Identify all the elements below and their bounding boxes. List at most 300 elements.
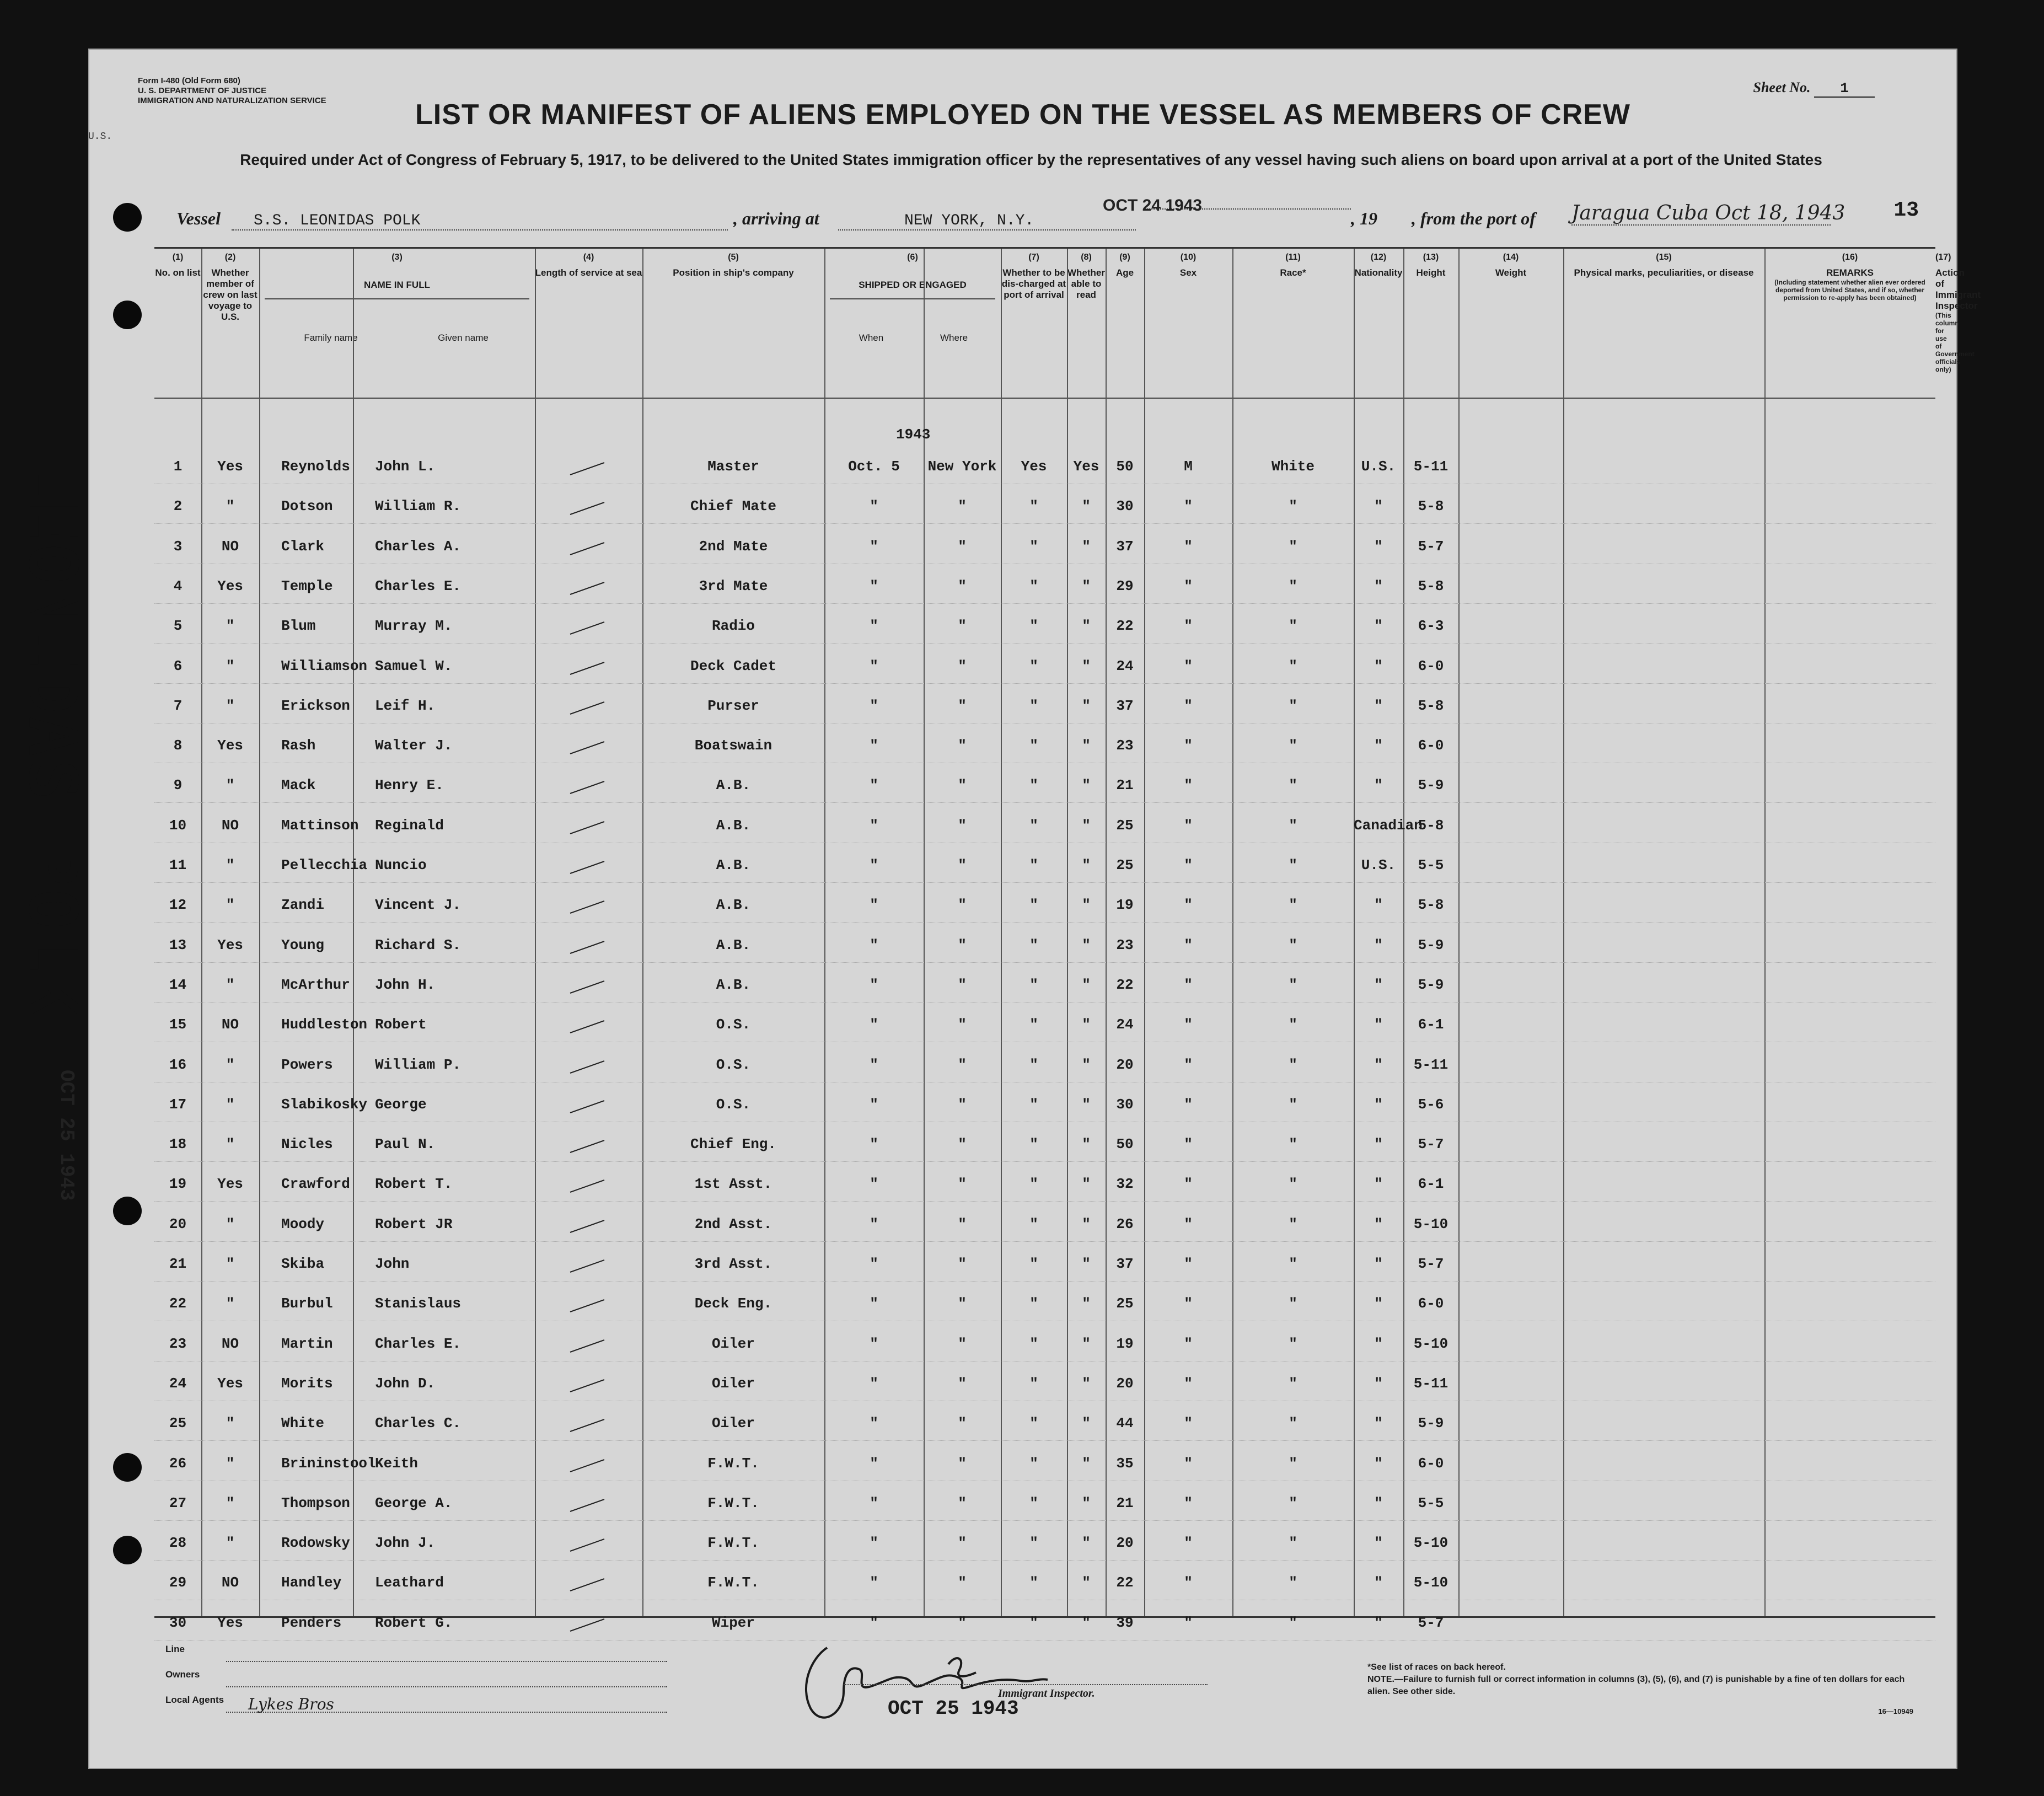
- table-cell: Zandi: [281, 897, 325, 914]
- table-cell: ": [1184, 897, 1193, 914]
- table-cell: Master: [707, 458, 759, 475]
- table-cell: ": [870, 1415, 878, 1432]
- table-cell: O.S.: [716, 1016, 751, 1033]
- table-cell: ": [958, 857, 967, 873]
- table-cell: A.B.: [716, 817, 751, 834]
- table-cell: ": [1289, 577, 1297, 594]
- table-cell: ": [870, 498, 878, 515]
- table-cell: 3: [173, 538, 183, 555]
- from-label: , from the port of: [1412, 208, 1536, 228]
- table-cell: 6-1: [1418, 1176, 1444, 1193]
- row-separator: [154, 683, 1935, 684]
- table-cell: 35: [1116, 1455, 1134, 1472]
- table-cell: O.S.: [716, 1096, 751, 1113]
- table-cell: M: [1184, 458, 1193, 475]
- column-number: (6): [907, 253, 918, 262]
- from-port-value: Jaragua Cuba Oct 18, 1943: [1571, 202, 1845, 224]
- table-cell: ": [958, 1256, 967, 1272]
- column-number: (13): [1423, 253, 1439, 262]
- row-separator: [154, 1281, 1935, 1282]
- table-cell: 5: [173, 618, 183, 635]
- table-cell: 29: [169, 1574, 187, 1591]
- table-cell: Charles E.: [375, 577, 462, 594]
- table-cell: ": [1289, 936, 1297, 953]
- table-cell: ": [1289, 618, 1297, 635]
- column-number: (11): [1285, 253, 1301, 262]
- table-cell: ": [1082, 1455, 1091, 1472]
- table-cell: ": [1374, 1176, 1383, 1193]
- table-cell: ": [1184, 1614, 1193, 1631]
- table-cell: ": [1374, 1535, 1383, 1552]
- table-cell: ": [1184, 1176, 1193, 1193]
- column-title: Age: [1115, 267, 1134, 278]
- table-cell: 5-11: [1413, 1056, 1448, 1073]
- table-cell: ": [870, 1614, 878, 1631]
- table-cell: 1st Asst.: [694, 1176, 772, 1193]
- table-cell: ": [870, 538, 878, 555]
- table-cell: 27: [169, 1494, 187, 1511]
- table-cell: ": [226, 618, 235, 635]
- table-cell: Temple: [281, 577, 333, 594]
- table-cell: ": [1374, 1415, 1383, 1432]
- table-cell: ": [870, 697, 878, 714]
- table-cell: 5-10: [1413, 1215, 1448, 1232]
- table-cell: ": [870, 1535, 878, 1552]
- column-number: (14): [1503, 253, 1519, 262]
- table-cell: F.W.T.: [707, 1535, 759, 1552]
- table-cell: ": [1374, 976, 1383, 993]
- table-cell: 5-11: [1413, 1375, 1448, 1392]
- table-cell: ": [958, 936, 967, 953]
- service-tick-mark: [568, 739, 607, 756]
- column-divider: [1354, 249, 1355, 1616]
- table-cell: ": [958, 1375, 967, 1392]
- page-number: 13: [1893, 199, 1919, 222]
- table-cell: ": [870, 1494, 878, 1511]
- table-cell: ": [1289, 1215, 1297, 1232]
- table-cell: 19: [1116, 897, 1134, 914]
- table-cell: ": [1184, 538, 1193, 555]
- table-cell: Chief Mate: [690, 498, 777, 515]
- table-cell: 5-8: [1418, 498, 1444, 515]
- column-header: [1144, 252, 1232, 278]
- table-cell: 25: [169, 1415, 187, 1432]
- table-cell: 50: [1116, 458, 1134, 475]
- table-cell: New York: [927, 458, 997, 475]
- arriving-label: , arriving at: [733, 208, 819, 228]
- table-cell: Yes: [217, 458, 243, 475]
- service-tick-mark: [568, 500, 607, 517]
- table-cell: ": [1289, 1056, 1297, 1073]
- column-divider: [1764, 249, 1766, 1616]
- table-cell: Morits: [281, 1375, 333, 1392]
- binder-hole: [113, 1453, 142, 1482]
- table-cell: ": [870, 1096, 878, 1113]
- table-header: (1) No. on list (2) Whether member of crew on last voyage to U.S. (3) NAME IN FULL Family name Given name (4) Length of service at sea (5) Position in ship's company (6) SHIPPED OR ENGAGED When Where (7) Whether to be dis-charged at port of arrival (8) Whether able to read (9) Age (10) Sex (11) Race* (12) Nationality (13) Height (14) Weight (15) Physical marks, peculiarities, or disease (16) REMARKS (Including statement whether alien ever ordered deported from United States, and if so, whether permission to re-apply has been obtained) (17) Action of Immigrant Inspector (This column for use of Government officials only): [154, 249, 1935, 399]
- table-cell: ": [1289, 1335, 1297, 1352]
- table-cell: 5-9: [1418, 976, 1444, 993]
- table-cell: ": [870, 1574, 878, 1591]
- table-cell: Keith: [375, 1455, 419, 1472]
- table-cell: ": [1082, 777, 1091, 794]
- table-cell: ": [1374, 657, 1383, 674]
- table-cell: ": [870, 936, 878, 953]
- table-cell: 23: [169, 1335, 187, 1352]
- table-cell: Handley: [281, 1574, 342, 1591]
- table-cell: ": [1289, 1494, 1297, 1511]
- service-tick-mark: [568, 460, 607, 477]
- table-cell: ": [1184, 618, 1193, 635]
- shipped-year: 1943: [896, 426, 931, 443]
- table-cell: ": [226, 976, 235, 993]
- table-cell: John D.: [375, 1375, 436, 1392]
- table-cell: 17: [169, 1096, 187, 1113]
- table-cell: 6-0: [1418, 657, 1444, 674]
- table-cell: ": [1029, 1295, 1038, 1312]
- table-cell: ": [958, 1494, 967, 1511]
- table-cell: 28: [169, 1535, 187, 1552]
- table-cell: 25: [1116, 857, 1134, 873]
- service-tick-mark: [568, 1377, 607, 1394]
- table-cell: ": [1184, 1056, 1193, 1073]
- subheader: Given name: [438, 333, 489, 343]
- table-cell: ": [226, 1535, 235, 1552]
- table-cell: ": [1082, 1256, 1091, 1272]
- table-cell: ": [226, 1056, 235, 1073]
- table-cell: William R.: [375, 498, 462, 515]
- table-cell: ": [870, 1256, 878, 1272]
- date-stamp: OCT 24 1943: [1103, 196, 1203, 215]
- column-title: Position in ship's company: [673, 267, 794, 278]
- table-cell: 5-10: [1413, 1574, 1448, 1591]
- table-cell: ": [958, 777, 967, 794]
- table-cell: Charles E.: [375, 1335, 462, 1352]
- column-title: Whether able to read: [1067, 267, 1105, 300]
- column-header: [259, 252, 535, 344]
- table-cell: Crawford: [281, 1176, 350, 1193]
- column-number: (4): [583, 253, 594, 262]
- table-cell: ": [1184, 817, 1193, 834]
- table-cell: ": [1029, 657, 1038, 674]
- service-tick-mark: [568, 1138, 607, 1155]
- table-cell: 5-7: [1418, 1136, 1444, 1153]
- table-cell: ": [1184, 1136, 1193, 1153]
- inspector-label: Immigrant Inspector.: [998, 1687, 1095, 1700]
- table-cell: ": [1289, 1455, 1297, 1472]
- table-cell: ": [1374, 618, 1383, 635]
- column-divider: [1067, 249, 1068, 1616]
- row-separator: [154, 643, 1935, 644]
- table-cell: NO: [221, 1335, 239, 1352]
- table-cell: Oiler: [711, 1415, 755, 1432]
- binder-hole: [113, 1536, 142, 1564]
- table-cell: ": [1374, 1455, 1383, 1472]
- table-cell: Murray M.: [375, 618, 453, 635]
- table-cell: Samuel W.: [375, 657, 453, 674]
- table-cell: NO: [221, 538, 239, 555]
- table-cell: ": [1289, 737, 1297, 754]
- service-tick-mark: [568, 819, 607, 836]
- table-cell: ": [1029, 697, 1038, 714]
- table-cell: ": [870, 1016, 878, 1033]
- column-header: [642, 252, 824, 278]
- table-cell: 5-6: [1418, 1096, 1444, 1113]
- table-cell: 29: [1116, 577, 1134, 594]
- table-cell: 14: [169, 976, 187, 993]
- column-header: [1232, 252, 1354, 278]
- table-cell: Charles A.: [375, 538, 462, 555]
- table-cell: U.S.: [1361, 857, 1396, 873]
- table-cell: ": [1029, 1614, 1038, 1631]
- table-cell: ": [958, 1574, 967, 1591]
- subheader-row: [830, 298, 995, 344]
- vessel-name-handwritten: LEONIDAS POLK: [14, 458, 90, 1019]
- table-cell: Pellecchia: [281, 857, 368, 873]
- table-cell: 5-8: [1418, 817, 1444, 834]
- table-cell: ": [1184, 976, 1193, 993]
- table-cell: 10: [169, 817, 187, 834]
- table-cell: ": [870, 897, 878, 914]
- column-divider: [1144, 249, 1145, 1616]
- service-tick-mark: [568, 979, 607, 995]
- service-tick-mark: [568, 899, 607, 915]
- table-cell: ": [1374, 1614, 1383, 1631]
- column-number: (3): [391, 253, 403, 262]
- column-title: NAME IN FULL: [364, 280, 430, 290]
- table-cell: Walter J.: [375, 737, 453, 754]
- table-cell: ": [1082, 976, 1091, 993]
- column-divider: [201, 249, 202, 1616]
- table-cell: 20: [1116, 1375, 1134, 1392]
- table-cell: ": [1082, 1375, 1091, 1392]
- column-divider: [924, 249, 925, 1616]
- table-cell: NO: [221, 1574, 239, 1591]
- table-cell: Yes: [217, 1375, 243, 1392]
- table-cell: Deck Cadet: [690, 657, 777, 674]
- table-cell: ": [1374, 777, 1383, 794]
- table-cell: ": [1029, 1494, 1038, 1511]
- table-cell: ": [958, 657, 967, 674]
- table-cell: 22: [1116, 1574, 1134, 1591]
- column-title: Weight: [1495, 267, 1527, 278]
- column-number: (8): [1081, 253, 1092, 262]
- inspector-signature-line: [844, 1684, 1208, 1685]
- column-divider: [353, 249, 354, 1616]
- sheet-number: [1753, 79, 1875, 98]
- service-tick-mark: [568, 859, 607, 876]
- table-cell: Clark: [281, 538, 325, 555]
- table-cell: ": [1289, 976, 1297, 993]
- table-cell: 50: [1116, 1136, 1134, 1153]
- table-cell: ": [226, 657, 235, 674]
- table-cell: 5-9: [1418, 1415, 1444, 1432]
- table-cell: 5-7: [1418, 1256, 1444, 1272]
- table-cell: 18: [169, 1136, 187, 1153]
- table-cell: ": [1029, 897, 1038, 914]
- table-cell: 20: [1116, 1535, 1134, 1552]
- table-cell: 21: [169, 1256, 187, 1272]
- table-cell: Purser: [707, 697, 759, 714]
- table-cell: ": [1374, 1256, 1383, 1272]
- table-cell: ": [1184, 1375, 1193, 1392]
- table-cell: Radio: [711, 618, 755, 635]
- table-cell: 5-10: [1413, 1535, 1448, 1552]
- table-cell: 3rd Asst.: [694, 1256, 772, 1272]
- column-title: Nationality: [1354, 267, 1403, 278]
- table-cell: 8: [173, 737, 183, 754]
- table-cell: A.B.: [716, 897, 751, 914]
- column-number: (9): [1119, 253, 1130, 262]
- table-cell: 7: [173, 697, 183, 714]
- table-cell: White: [1271, 458, 1315, 475]
- table-cell: ": [1374, 936, 1383, 953]
- column-divider: [824, 249, 825, 1616]
- table-cell: ": [1184, 1215, 1193, 1232]
- owners-label: Owners: [165, 1669, 200, 1680]
- table-cell: 20: [169, 1215, 187, 1232]
- row-separator: [154, 1161, 1935, 1162]
- table-cell: ": [1289, 1176, 1297, 1193]
- row-separator: [154, 523, 1935, 524]
- arriving-field: [838, 208, 1136, 230]
- table-cell: ": [1184, 1494, 1193, 1511]
- table-cell: ": [1289, 817, 1297, 834]
- table-cell: John J.: [375, 1535, 436, 1552]
- table-cell: 13: [169, 936, 187, 953]
- table-cell: ": [958, 1136, 967, 1153]
- table-cell: ": [1184, 1016, 1193, 1033]
- table-cell: 6: [173, 657, 183, 674]
- table-cell: ": [1289, 897, 1297, 914]
- table-cell: ": [1289, 498, 1297, 515]
- table-cell: ": [958, 1176, 967, 1193]
- table-cell: ": [1289, 1614, 1297, 1631]
- table-cell: Penders: [281, 1614, 342, 1631]
- table-cell: Chief Eng.: [690, 1136, 777, 1153]
- form-id-line: U. S. DEPARTMENT OF JUSTICE: [138, 86, 267, 95]
- service-tick-mark: [568, 1218, 607, 1235]
- table-cell: 3rd Mate: [699, 577, 768, 594]
- table-cell: 6-0: [1418, 737, 1444, 754]
- table-cell: ": [958, 1614, 967, 1631]
- service-tick-mark: [568, 1258, 607, 1274]
- table-cell: 21: [1116, 777, 1134, 794]
- table-cell: George A.: [375, 1494, 453, 1511]
- column-title: Sex: [1179, 267, 1197, 278]
- table-cell: John: [375, 1256, 410, 1272]
- table-cell: ": [870, 1335, 878, 1352]
- table-cell: ": [1184, 657, 1193, 674]
- table-cell: ": [1289, 1096, 1297, 1113]
- table-cell: ": [1374, 1375, 1383, 1392]
- table-cell: Mattinson: [281, 817, 359, 834]
- table-cell: ": [1082, 657, 1091, 674]
- table-cell: ": [1029, 1215, 1038, 1232]
- column-number: (2): [224, 253, 236, 262]
- table-cell: ": [1374, 1136, 1383, 1153]
- table-cell: ": [870, 1056, 878, 1073]
- table-cell: ": [1374, 1016, 1383, 1033]
- table-cell: ": [1184, 1535, 1193, 1552]
- service-tick-mark: [568, 580, 607, 597]
- column-title: Whether member of crew on last voyage to U.S.: [203, 267, 257, 322]
- table-cell: ": [1082, 618, 1091, 635]
- table-cell: ": [1029, 538, 1038, 555]
- table-cell: ": [870, 618, 878, 635]
- row-separator: [154, 1520, 1935, 1521]
- table-cell: 21: [1116, 1494, 1134, 1511]
- column-header: [1563, 252, 1764, 278]
- table-cell: Robert G.: [375, 1614, 453, 1631]
- table-cell: ": [1082, 1056, 1091, 1073]
- table-cell: ": [958, 1335, 967, 1352]
- column-header: [1067, 252, 1106, 301]
- form-id-line: Form I-480 (Old Form 680): [138, 76, 240, 85]
- table-cell: ": [870, 737, 878, 754]
- table-cell: 25: [1116, 1295, 1134, 1312]
- table-cell: ": [958, 538, 967, 555]
- agents-label: Local Agents: [165, 1695, 224, 1705]
- table-cell: Powers: [281, 1056, 333, 1073]
- subheader: Where: [940, 333, 968, 343]
- table-cell: 37: [1116, 538, 1134, 555]
- column-number: (12): [1370, 253, 1387, 262]
- table-cell: ": [1082, 697, 1091, 714]
- side-date-stamp: OCT 25 1943: [55, 1070, 78, 1201]
- table-cell: ": [958, 618, 967, 635]
- table-cell: 4: [173, 577, 183, 594]
- table-cell: ": [1184, 1096, 1193, 1113]
- table-cell: ": [1184, 1256, 1193, 1272]
- table-cell: Charles C.: [375, 1415, 462, 1432]
- vessel-line: [176, 196, 1875, 232]
- table-cell: ": [1374, 577, 1383, 594]
- column-divider: [259, 249, 260, 1616]
- table-cell: ": [958, 976, 967, 993]
- table-cell: Richard S.: [375, 936, 462, 953]
- service-tick-mark: [568, 1059, 607, 1075]
- column-divider: [1458, 249, 1460, 1616]
- table-cell: A.B.: [716, 777, 751, 794]
- table-cell: ": [1082, 737, 1091, 754]
- table-cell: ": [226, 1415, 235, 1432]
- table-cell: ": [958, 1056, 967, 1073]
- table-cell: ": [1289, 1136, 1297, 1153]
- table-cell: U.S.: [1361, 458, 1396, 475]
- table-cell: Yes: [1073, 458, 1099, 475]
- table-cell: ": [1082, 1494, 1091, 1511]
- column-header: [201, 252, 259, 323]
- table-cell: O.S.: [716, 1056, 751, 1073]
- table-cell: 19: [1116, 1335, 1134, 1352]
- table-cell: Moody: [281, 1215, 325, 1232]
- table-cell: ": [1289, 1415, 1297, 1432]
- table-cell: Huddleston: [281, 1016, 368, 1033]
- table-cell: ": [1029, 1535, 1038, 1552]
- column-number: (7): [1028, 253, 1039, 262]
- table-cell: ": [1184, 1415, 1193, 1432]
- table-cell: 6-0: [1418, 1455, 1444, 1472]
- table-cell: 26: [169, 1455, 187, 1472]
- table-cell: ": [1029, 817, 1038, 834]
- table-cell: 2nd Asst.: [694, 1215, 772, 1232]
- table-cell: 25: [1116, 817, 1134, 834]
- penalty-note: NOTE.—Failure to furnish full or correct information in columns (3), (5), (6), and (7) is punishable by a fine of ten dollars for each alien. See other side.: [1367, 1675, 1905, 1696]
- table-cell: William P.: [375, 1056, 462, 1073]
- table-cell: ": [1374, 1056, 1383, 1073]
- column-divider: [1001, 249, 1002, 1616]
- column-number: (15): [1656, 253, 1672, 262]
